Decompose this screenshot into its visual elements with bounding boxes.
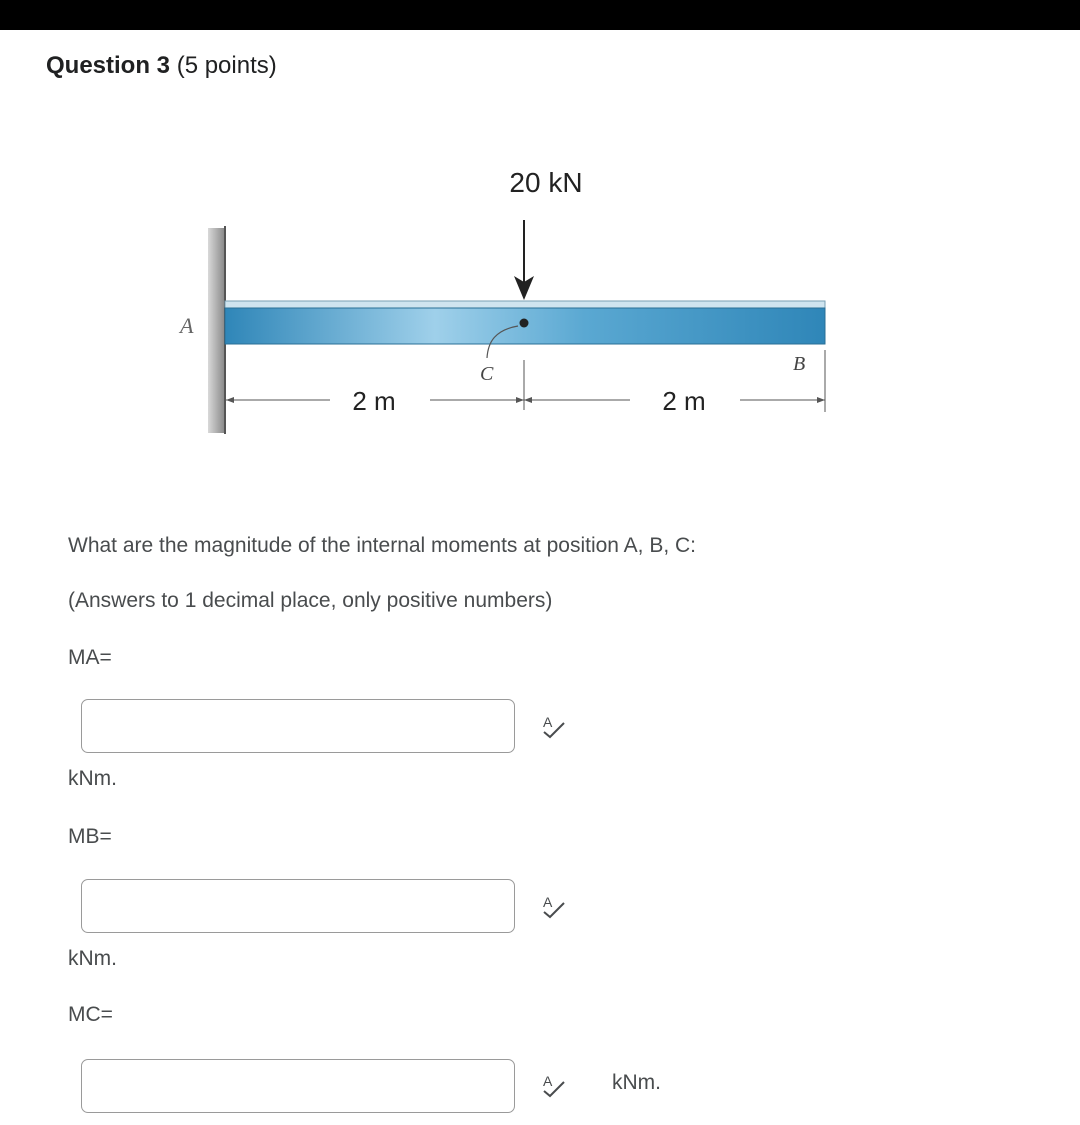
point-b-label: B [793,353,806,375]
beam-diagram [150,150,870,450]
mc-label: MC= [68,1003,113,1026]
top-bar [0,0,1080,30]
point-c-label: C [480,363,494,385]
mc-input[interactable] [81,1059,515,1113]
mb-unit: kNm. [68,947,117,970]
question-title [46,52,277,80]
force-label: 20 kN [509,167,583,198]
svg-text:A: A [543,714,553,730]
spellcheck-icon[interactable] [540,1071,570,1101]
ma-label: MA= [68,646,112,669]
dim-arrow-left-c [516,397,524,403]
right-span-label: 2 m [662,386,706,416]
mb-label: MB= [68,825,112,848]
ma-input[interactable] [81,699,515,753]
spellcheck-icon[interactable] [540,892,570,922]
svg-text:A: A [543,1073,553,1089]
point-c-dot [520,319,529,328]
beam-top-flange [225,301,825,308]
question-number: Question 3 [46,52,171,79]
question-instructions: (Answers to 1 decimal place, only positive numbers) [68,589,553,612]
mc-unit: kNm. [612,1071,661,1094]
point-a-label: A [180,313,194,338]
dim-arrow-right-c [524,397,532,403]
question-points: (5 points) [176,52,277,79]
left-span-label: 2 m [352,386,396,416]
mb-input[interactable] [81,879,515,933]
wall-support [208,228,224,433]
dim-arrow-left-a [226,397,234,403]
ma-unit: kNm. [68,767,117,790]
svg-text:A: A [543,894,553,910]
question-prompt: What are the magnitude of the internal moments at position A, B, C: [68,534,697,557]
dim-arrow-right-b [817,397,825,403]
spellcheck-icon[interactable] [540,712,570,742]
